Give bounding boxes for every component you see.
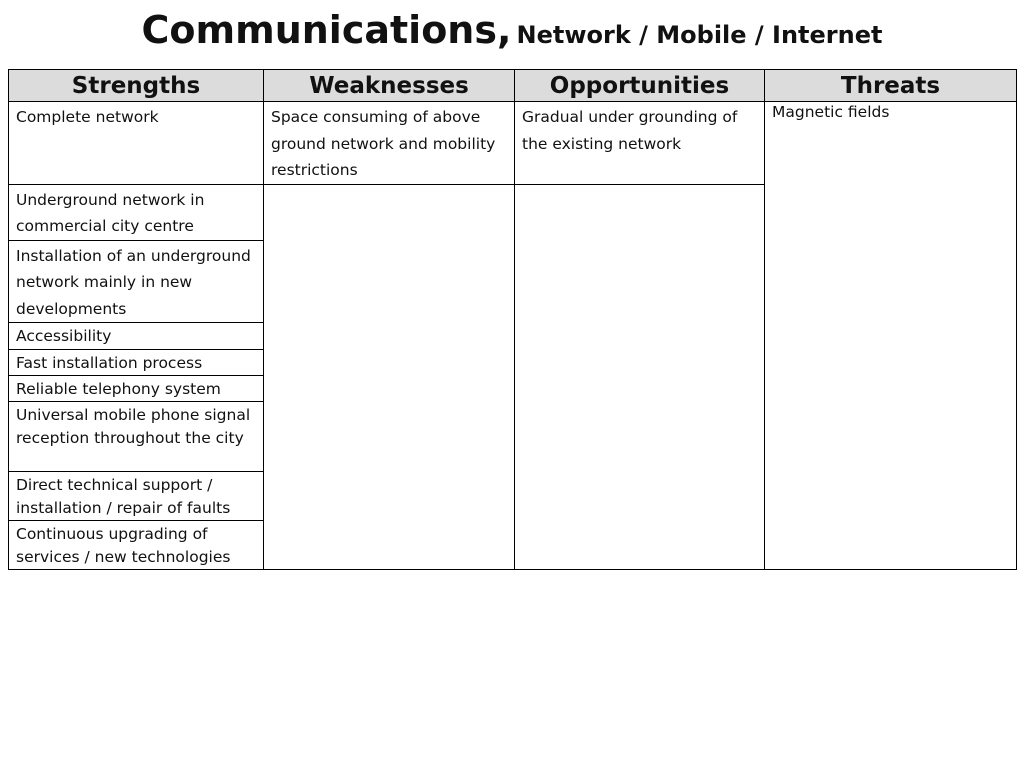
strength-item: Reliable telephony system bbox=[9, 376, 264, 402]
strength-item: Accessibility bbox=[9, 323, 264, 350]
strength-item: Installation of an underground network mainly in new developments bbox=[9, 240, 264, 323]
opportunity-item: Gradual under grounding of the existing network bbox=[515, 102, 765, 185]
page-title bbox=[0, 8, 1024, 52]
header-opportunities: Opportunities bbox=[515, 70, 765, 102]
opportunity-empty-cell bbox=[515, 184, 765, 570]
strength-item: Direct technical support / installation / repair of faults bbox=[9, 472, 264, 521]
header-threats: Threats bbox=[765, 70, 1017, 102]
table-row bbox=[9, 102, 1017, 185]
strength-item: Fast installation process bbox=[9, 350, 264, 376]
strength-item: Continuous upgrading of services / new technologies bbox=[9, 521, 264, 570]
header-strengths: Strengths bbox=[9, 70, 264, 102]
weakness-item: Space consuming of above ground network and mobility restrictions bbox=[264, 102, 515, 185]
header-row bbox=[9, 70, 1017, 102]
title-subtitle: Network / Mobile / Internet bbox=[516, 21, 883, 49]
threat-item: Magnetic fields bbox=[765, 102, 1017, 570]
strength-item: Universal mobile phone signal reception throughout the city bbox=[9, 402, 264, 472]
strength-item: Complete network bbox=[9, 102, 264, 185]
swot-table bbox=[8, 69, 1017, 570]
header-weaknesses: Weaknesses bbox=[264, 70, 515, 102]
strength-item: Underground network in commercial city centre bbox=[9, 184, 264, 240]
weakness-empty-cell bbox=[264, 184, 515, 570]
title-main: Communications, bbox=[141, 8, 512, 52]
